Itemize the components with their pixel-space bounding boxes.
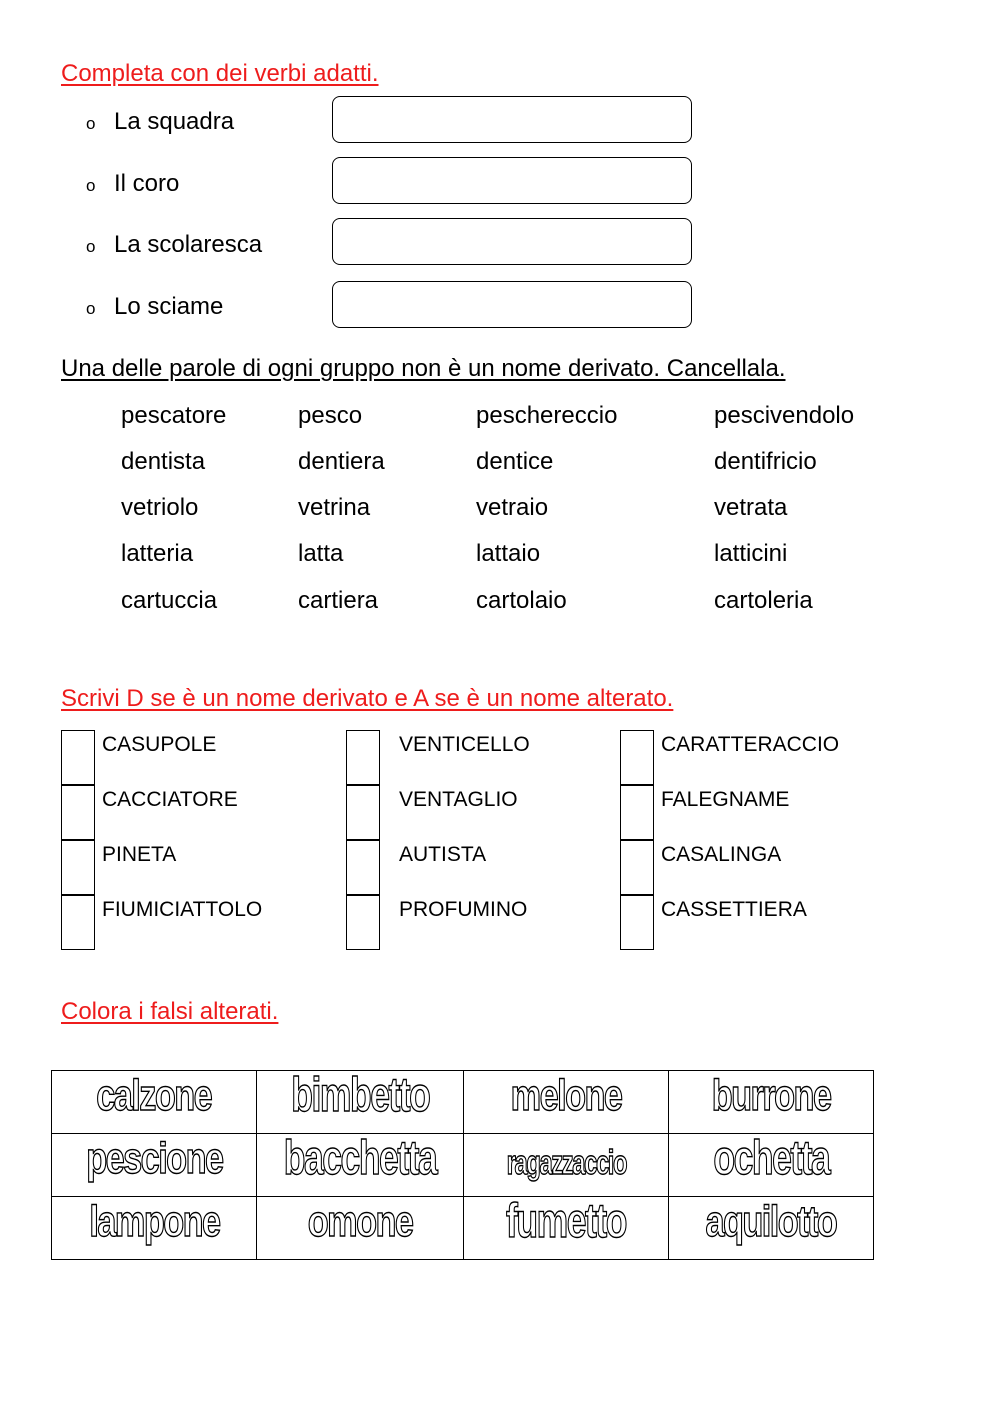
- outline-word[interactable]: calzone: [96, 1071, 212, 1120]
- outline-word[interactable]: ochetta: [713, 1133, 830, 1185]
- check-word: CARATTERACCIO: [661, 733, 840, 756]
- outline-word[interactable]: ragazzaccio: [506, 1144, 626, 1182]
- answer-checkbox[interactable]: [346, 895, 380, 950]
- check-word: VENTAGLIO: [399, 788, 518, 811]
- answer-checkbox[interactable]: [620, 840, 654, 895]
- answer-checkbox[interactable]: [346, 785, 380, 840]
- check-word: CASUPOLE: [102, 733, 217, 756]
- word-option[interactable]: dentice: [476, 448, 554, 475]
- outline-word[interactable]: melone: [510, 1071, 622, 1120]
- word-option[interactable]: latta: [298, 540, 344, 567]
- table-cell[interactable]: [464, 1134, 669, 1197]
- check-word: FALEGNAME: [661, 788, 790, 811]
- bullet-icon: o: [86, 114, 96, 133]
- answer-checkbox[interactable]: [61, 730, 95, 785]
- section2-title: Una delle parole di ogni gruppo non è un nome derivato. Cancellala.: [61, 355, 786, 382]
- answer-checkbox[interactable]: [620, 785, 654, 840]
- word-option[interactable]: vetraio: [476, 494, 549, 521]
- outline-word[interactable]: bacchetta: [283, 1133, 437, 1185]
- table-cell[interactable]: [669, 1071, 874, 1134]
- check-word: VENTICELLO: [399, 733, 530, 756]
- bullet-icon: o: [86, 176, 96, 195]
- answer-checkbox[interactable]: [346, 840, 380, 895]
- outline-word[interactable]: aquilotto: [705, 1197, 837, 1246]
- check-word: CASSETTIERA: [661, 898, 807, 921]
- section1-title: Completa con dei verbi adatti.: [61, 60, 379, 87]
- word-option[interactable]: dentista: [121, 448, 206, 475]
- word-option[interactable]: dentifricio: [714, 448, 817, 475]
- table-cell[interactable]: [257, 1071, 464, 1134]
- answer-checkbox[interactable]: [61, 895, 95, 950]
- word-option[interactable]: vetrina: [298, 494, 371, 521]
- bullet-icon: o: [86, 237, 96, 256]
- table-row: [52, 1071, 874, 1134]
- table-cell[interactable]: [257, 1197, 464, 1260]
- word-option[interactable]: cartiera: [298, 587, 379, 614]
- word-option[interactable]: peschereccio: [476, 402, 618, 429]
- word-option[interactable]: cartolaio: [476, 587, 567, 614]
- bullet-label: Lo sciame: [114, 293, 224, 320]
- word-option[interactable]: pesco: [298, 402, 363, 429]
- outline-word[interactable]: pescione: [85, 1134, 223, 1183]
- word-option[interactable]: pescatore: [121, 402, 227, 429]
- color-word-table: [51, 1070, 874, 1260]
- table-row: [52, 1134, 874, 1197]
- answer-checkbox[interactable]: [61, 840, 95, 895]
- table-cell[interactable]: [52, 1197, 257, 1260]
- outline-word[interactable]: omone: [307, 1197, 413, 1246]
- table-cell[interactable]: [52, 1134, 257, 1197]
- check-word: PROFUMINO: [399, 898, 528, 921]
- section3-title: Scrivi D se è un nome derivato e A se è un nome alterato.: [61, 685, 674, 712]
- bullet-icon: o: [86, 299, 96, 318]
- table-cell[interactable]: [669, 1197, 874, 1260]
- answer-checkbox[interactable]: [620, 895, 654, 950]
- check-word: CACCIATORE: [102, 788, 238, 811]
- word-option[interactable]: vetriolo: [121, 494, 199, 521]
- answer-checkbox[interactable]: [346, 730, 380, 785]
- check-word: AUTISTA: [399, 843, 487, 866]
- outline-word[interactable]: fumetto: [506, 1196, 627, 1248]
- answer-checkbox[interactable]: [61, 785, 95, 840]
- word-option[interactable]: latteria: [121, 540, 194, 567]
- check-word: FIUMICIATTOLO: [102, 898, 263, 921]
- outline-word[interactable]: bimbetto: [290, 1070, 430, 1122]
- word-option[interactable]: latticini: [714, 540, 788, 567]
- bullet-label: La scolaresca: [114, 231, 263, 258]
- answer-input[interactable]: [332, 157, 692, 204]
- check-word: PINETA: [102, 843, 177, 866]
- outline-word[interactable]: burrone: [711, 1071, 831, 1120]
- answer-checkbox[interactable]: [620, 730, 654, 785]
- check-word: CASALINGA: [661, 843, 782, 866]
- outline-word[interactable]: lampone: [88, 1197, 220, 1246]
- word-option[interactable]: dentiera: [298, 448, 385, 475]
- word-option[interactable]: cartoleria: [714, 587, 813, 614]
- table-cell[interactable]: [52, 1071, 257, 1134]
- word-option[interactable]: pescivendolo: [714, 402, 855, 429]
- answer-input[interactable]: [332, 96, 692, 143]
- table-cell[interactable]: [464, 1071, 669, 1134]
- section4-title: Colora i falsi alterati.: [61, 998, 279, 1025]
- answer-input[interactable]: [332, 281, 692, 328]
- word-option[interactable]: cartuccia: [121, 587, 218, 614]
- bullet-label: Il coro: [114, 170, 180, 197]
- table-row: [52, 1197, 874, 1260]
- answer-input[interactable]: [332, 218, 692, 265]
- word-option[interactable]: lattaio: [476, 540, 541, 567]
- bullet-label: La squadra: [114, 108, 235, 135]
- table-cell[interactable]: [257, 1134, 464, 1197]
- table-cell[interactable]: [669, 1134, 874, 1197]
- word-option[interactable]: vetrata: [714, 494, 788, 521]
- table-cell[interactable]: [464, 1197, 669, 1260]
